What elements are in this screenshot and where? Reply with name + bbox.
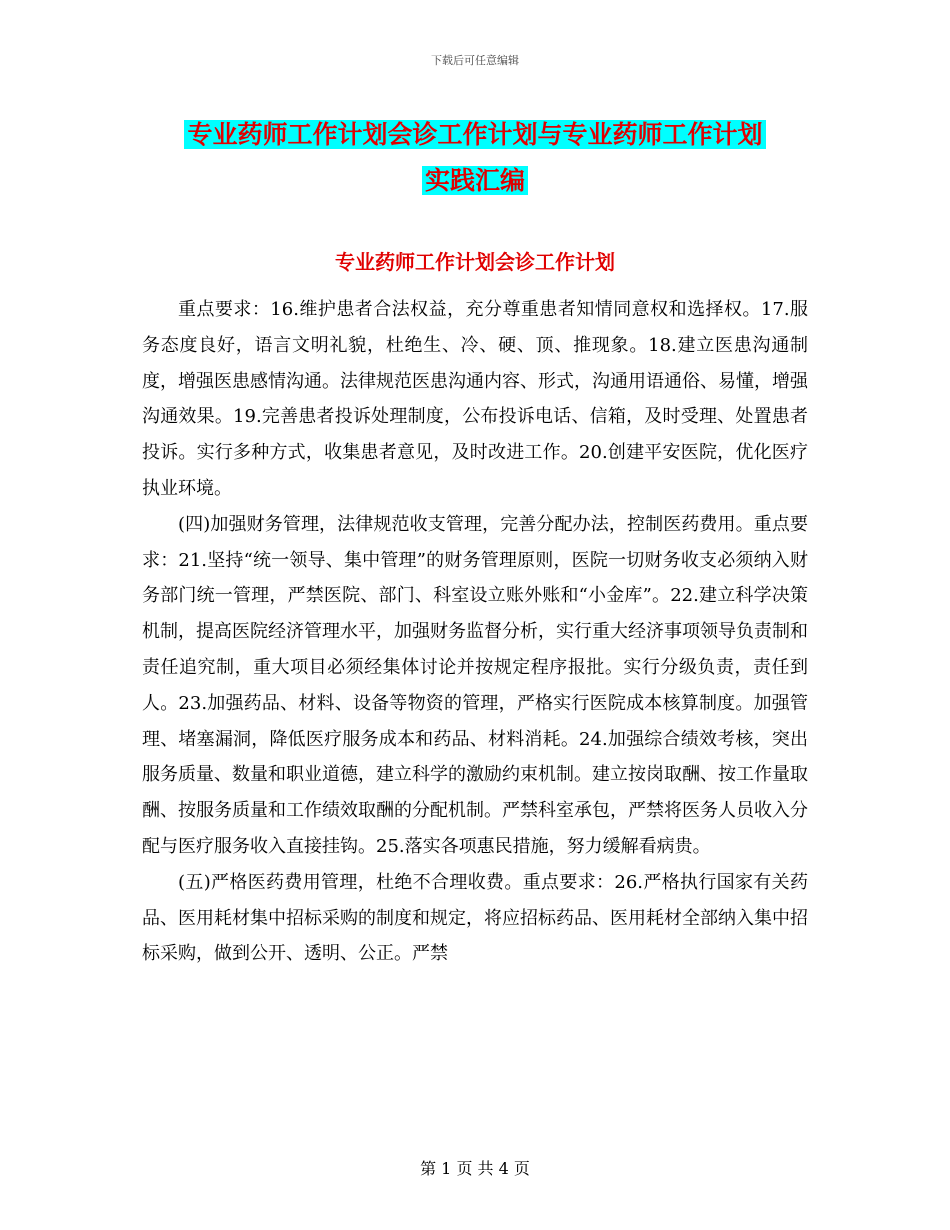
- paragraph: (五)严格医药费用管理，杜绝不合理收费。重点要求：26.严格执行国家有关药品、医用耗材集中招标采购的制度和规定，将应招标药品、医用耗材全部纳入集中招标采购，做到公开、透明、公正。严禁: [142, 871, 808, 965]
- page-footer: 第 1 页 共 4 页: [420, 1159, 530, 1178]
- paragraph: 重点要求：16.维护患者合法权益，充分尊重患者知情同意权和选择权。17.服务态度良好，语言文明礼貌，杜绝生、冷、硬、顶、推现象。18.建立医患沟通制度，增强医患感情沟通。法律规范医患沟通内容、形式，沟通用语通俗、易懂，增强沟通效果。19.完善患者投诉处理制度，公布投诉电话、信箱，及时受理、处置患者投诉。实行多种方式，收集患者意见，及时改进工作。20.创建平安医院，优化医疗执业环境。: [142, 299, 808, 499]
- paragraph: (四)加强财务管理，法律规范收支管理，完善分配办法，控制医药费用。重点要求：21.坚持“统一领导、集中管理”的财务管理原则，医院一切财务收支必须纳入财务部门统一管理，严禁医院、部门、科室设立账外账和“小金库”。22.建立科学决策机制，提高医院经济管理水平，加强财务监督分析，实行重大经济事项领导负责制和责任追究制，重大项目必须经集体讨论并按规定程序报批。实行分级负责，责任到人。23.加强药品、材料、设备等物资的管理，严格实行医院成本核算制度。加强管理、堵塞漏洞，降低医疗服务成本和药品、材料消耗。24.加强综合绩效考核，突出服务质量、数量和职业道德，建立科学的激励约束机制。建立按岗取酬、按工作量取酬、按服务质量和工作绩效取酬的分配机制。严禁科室承包，严禁将医务人员收入分配与医疗服务收入直接挂钩。25.落实各项惠民措施，努力缓解看病贵。: [142, 513, 808, 857]
- section-title: 专业药师工作计划会诊工作计划: [335, 250, 615, 274]
- page-header-note: 下载后可任意编辑: [431, 54, 519, 67]
- document-title-line1: 专业药师工作计划会诊工作计划与专业药师工作计划: [184, 120, 765, 149]
- document-body: [142, 292, 808, 972]
- document-title-line2: 实践汇编: [422, 166, 528, 195]
- document-title: [140, 112, 810, 204]
